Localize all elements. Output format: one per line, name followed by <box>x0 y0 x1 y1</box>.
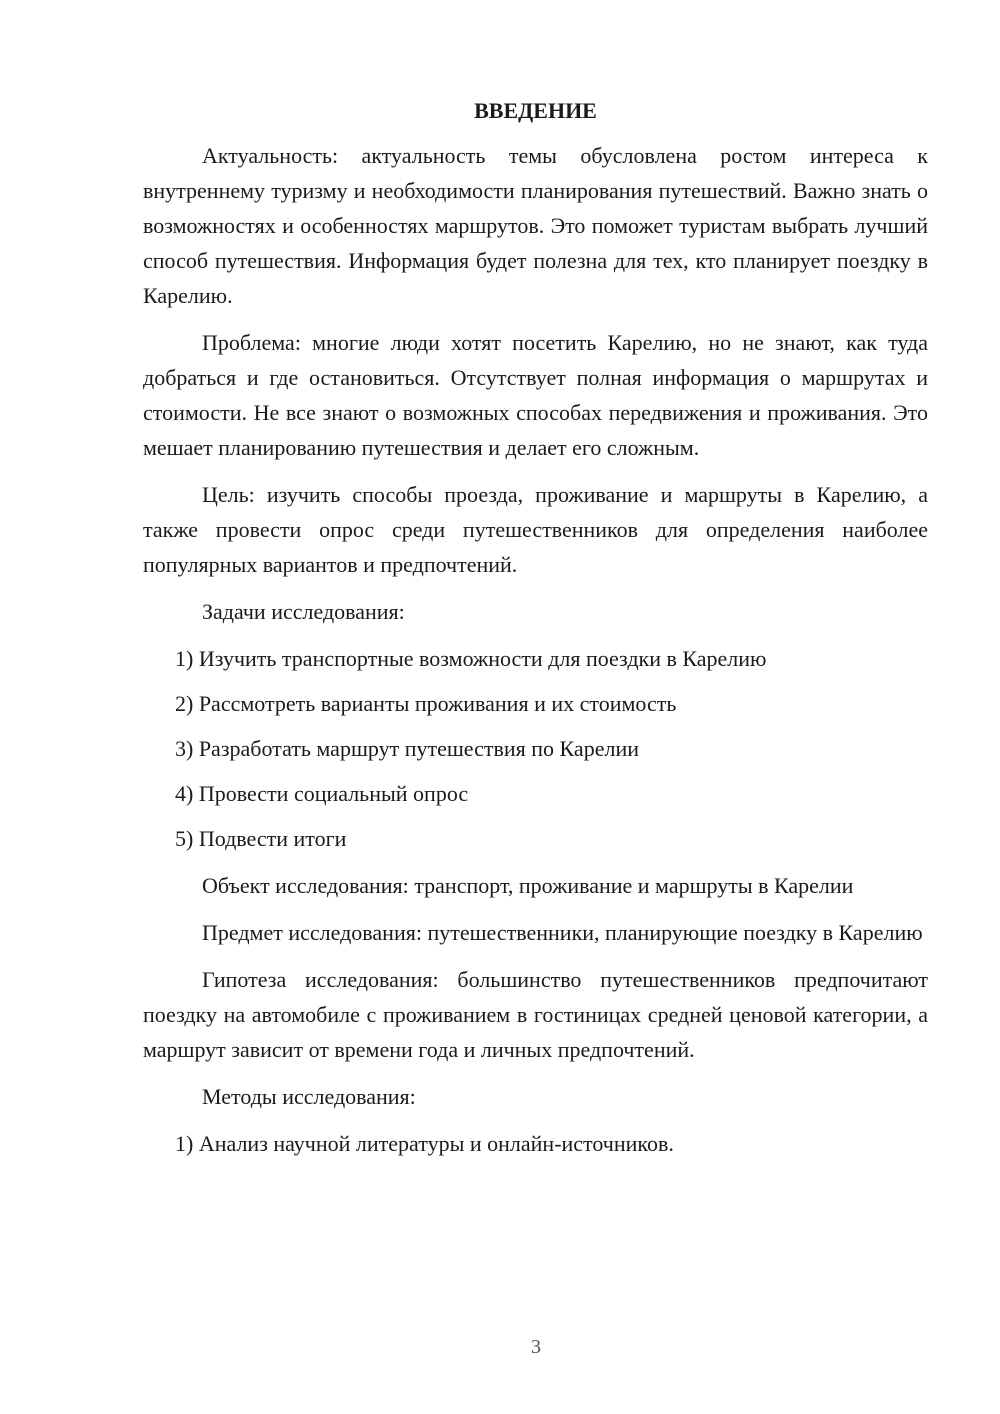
task-item: 3) Разработать маршрут путешествия по Карелии <box>175 736 639 761</box>
task-item: 5) Подвести итоги <box>175 826 347 851</box>
method-item: 1) Анализ научной литературы и онлайн-источников. <box>175 1131 674 1156</box>
document-page <box>143 93 928 1171</box>
goal-paragraph: Цель: изучить способы проезда, проживание и маршруты в Карелию, а также провести опрос среди путешественников для определения наиболее популярных вариантов и предпочтений. <box>143 482 928 577</box>
problem-paragraph: Проблема: многие люди хотят посетить Карелию, но не знают, как туда добраться и где остановиться. Отсутствует полная информация о маршрутах и стоимости. Не все знают о возможных способах передвижения и проживания. Это мешает планированию путешествия и делает его сложным. <box>143 330 928 460</box>
methods-heading: Методы исследования: <box>202 1084 416 1109</box>
section-title: ВВЕДЕНИЕ <box>474 98 597 123</box>
hypothesis-paragraph: Гипотеза исследования: большинство путешественников предпочитают поездку на автомобиле с проживанием в гостиницах средней ценовой категории, а маршрут зависит от времени года и личных предпочтений. <box>143 967 928 1062</box>
page-number: 3 <box>531 1336 541 1358</box>
subject-paragraph: Предмет исследования: путешественники, планирующие поездку в Карелию <box>202 920 923 945</box>
task-item: 2) Рассмотреть варианты проживания и их стоимость <box>175 691 677 716</box>
object-paragraph: Объект исследования: транспорт, проживание и маршруты в Карелии <box>202 873 854 898</box>
task-item: 1) Изучить транспортные возможности для поездки в Карелию <box>175 646 767 671</box>
tasks-heading: Задачи исследования: <box>202 599 405 624</box>
task-item: 4) Провести социальный опрос <box>175 781 469 806</box>
relevance-paragraph: Актуальность: актуальность темы обусловлена ростом интереса к внутреннему туризму и необходимости планирования путешествий. Важно знать о возможностях и особенностях маршрутов. Это поможет туристам выбрать лучший способ путешествия. Информация будет полезна для тех, кто планирует поездку в Карелию. <box>143 143 928 308</box>
